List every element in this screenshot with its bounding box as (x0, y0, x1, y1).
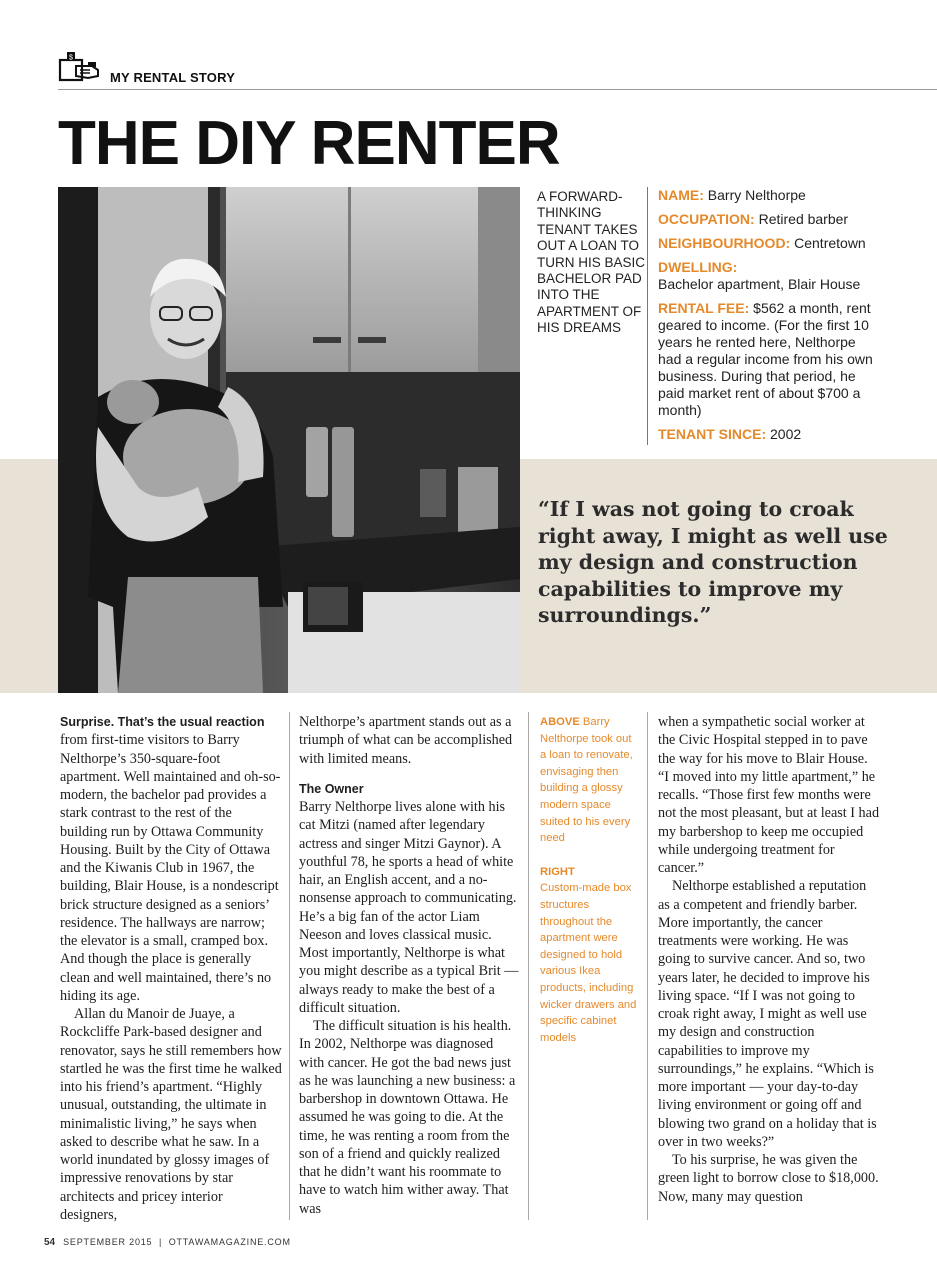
paragraph: Nelthorpe’s apartment stands out as a triumph of what can be accomplished with limited means. (299, 714, 513, 767)
paragraph: Barry Nelthorpe lives alone with his cat Mitzi (named after legendary actress and singer Mitzi Gaynor). A youthful 78, he sports a head of white hair, an English accent, and a no-nonsense approach to communicating. He’s a big fan of the actor Liam Neeson and loves classical music. Most importantly, Nelthorpe is what you might describe as a typical Brit —always ready to make the best of a difficult situation. (299, 799, 519, 1016)
caption-right: Custom-made box structures throughout the apartment were designed to hold various Ikea products, including wicker drawers and specific cabinet models (540, 882, 637, 1044)
dwelling-value: Bachelor apartment, Blair House (658, 276, 861, 292)
paragraph: from first-time visitors to Barry Nelthorpe’s 350-square-foot apartment. Well maintained and oh-so-modern, the bachelor pad provides a stark contrast to the rest of the building run by Ottawa Community Housing. Built by the City of Ottawa and the Kiwanis Club in 1967, the building, Blair House, is a nondescript brick structure designed as a seniors’ residence. The hallways are narrow; the elevator is a small, cramped box. And though the place is generally clean and well maintained, there’s no hiding its age. (60, 732, 281, 1004)
pull-quote: “If I was not going to croak right away, I might as well use my design and construction capabilities to improve my surroundings.” (538, 497, 888, 628)
paragraph: To his surprise, he was given the green light to borrow close to $18,000. Now, many may question (658, 1152, 879, 1205)
lead-in: Surprise. That’s the usual reaction (60, 715, 265, 729)
section-label: MY RENTAL STORY (110, 70, 236, 85)
page-title: THE DIY RENTER (58, 109, 560, 178)
paragraph: when a sympathetic social worker at the Civic Hospital stepped in to pave the way for his move to Blair House. “I moved into my little apartment,” he recalls. “Those first few months were not the most pleasant, but at least I had my barbershop to keep me occupied while undergoing treatment for cancer.” (658, 714, 880, 876)
occupation-label: OCCUPATION: (658, 211, 755, 227)
paragraph: Nelthorpe established a reputation as a competent and friendly barber. More importantly, the cancer treatments were working. He was going to survive cancer. And so, two years later, he decided to improve his living space. “If I was not going to croak right away, I might as well use my design and construction capabilities to improve my surroundings,” he explains. “Which is more important — your day-to-day living environment or going off and blowing two grand on a holiday that is over in two weeks?” (658, 878, 877, 1150)
tenant-photo (58, 187, 520, 693)
photo-captions (540, 714, 638, 1046)
neighbourhood-label: NEIGHBOURHOOD: (658, 235, 791, 251)
issue-info: SEPTEMBER 2015 | OTTAWAMAGAZINE.COM (63, 1237, 291, 1247)
article-column-2 (299, 713, 521, 1218)
paragraph: The difficult situation is his health. In 2002, Nelthorpe was diagnosed with cancer. He got the bad news just as he was launching a new business: a barbershop in downtown Ottawa. He assumed he was going to die. At the time, he was renting a room from the son of a friend and quickly realized that he didn’t want his roommate to have to watch him wither away. That was (299, 1018, 516, 1217)
name-value: Barry Nelthorpe (707, 187, 806, 203)
rental-fee-value: $562 a month, rent geared to income. (For the first 10 years he rented here, Nelthorpe had a regular income from his own business. During that period, he paid market rent of about $700 a month) (658, 300, 873, 418)
occupation-value: Retired barber (758, 211, 849, 227)
header-rule (58, 89, 937, 90)
article-column-1 (60, 713, 282, 1224)
svg-text:$: $ (69, 54, 73, 62)
name-label: NAME: (658, 187, 704, 203)
page-number: 54 (44, 1237, 56, 1248)
caption-label-right: RIGHT (540, 865, 575, 878)
deck-text: A FORWARD-THINKING TENANT TAKES OUT A LOAN TO TURN HIS BASIC BACHELOR PAD INTO THE APARTMENT OF HIS DREAMS (537, 189, 646, 336)
tenant-since-value: 2002 (770, 426, 802, 442)
page-footer (44, 1237, 291, 1248)
fact-box (658, 187, 928, 450)
neighbourhood-value: Centretown (794, 235, 866, 251)
column-rule (647, 712, 648, 1220)
rental-fee-label: RENTAL FEE: (658, 300, 750, 316)
article-column-3 (658, 713, 880, 1206)
tenant-since-label: TENANT SINCE: (658, 426, 767, 442)
money-house-icon (58, 50, 102, 84)
facts-divider (647, 187, 648, 445)
subhead: The Owner (299, 781, 364, 796)
caption-above: Barry Nelthorpe took out a loan to renovate, envisaging then building a glossy modern space suited to his every need (540, 716, 633, 845)
caption-label-above: ABOVE (540, 716, 580, 728)
paragraph: Allan du Manoir de Juaye, a Rockcliffe Park-based designer and renovator, says he still remembers how startled he was the first time he walked into his friend’s apartment. “Highly unusual, outstanding, the ultimate in minimalistic living,” he says when asked to describe what he saw. In a world inundated by glossy images of impressive renovations by star architects and pricey interior designers, (60, 1006, 282, 1223)
dwelling-label: DWELLING: (658, 259, 738, 275)
column-rule (528, 712, 529, 1220)
column-rule (289, 712, 290, 1220)
